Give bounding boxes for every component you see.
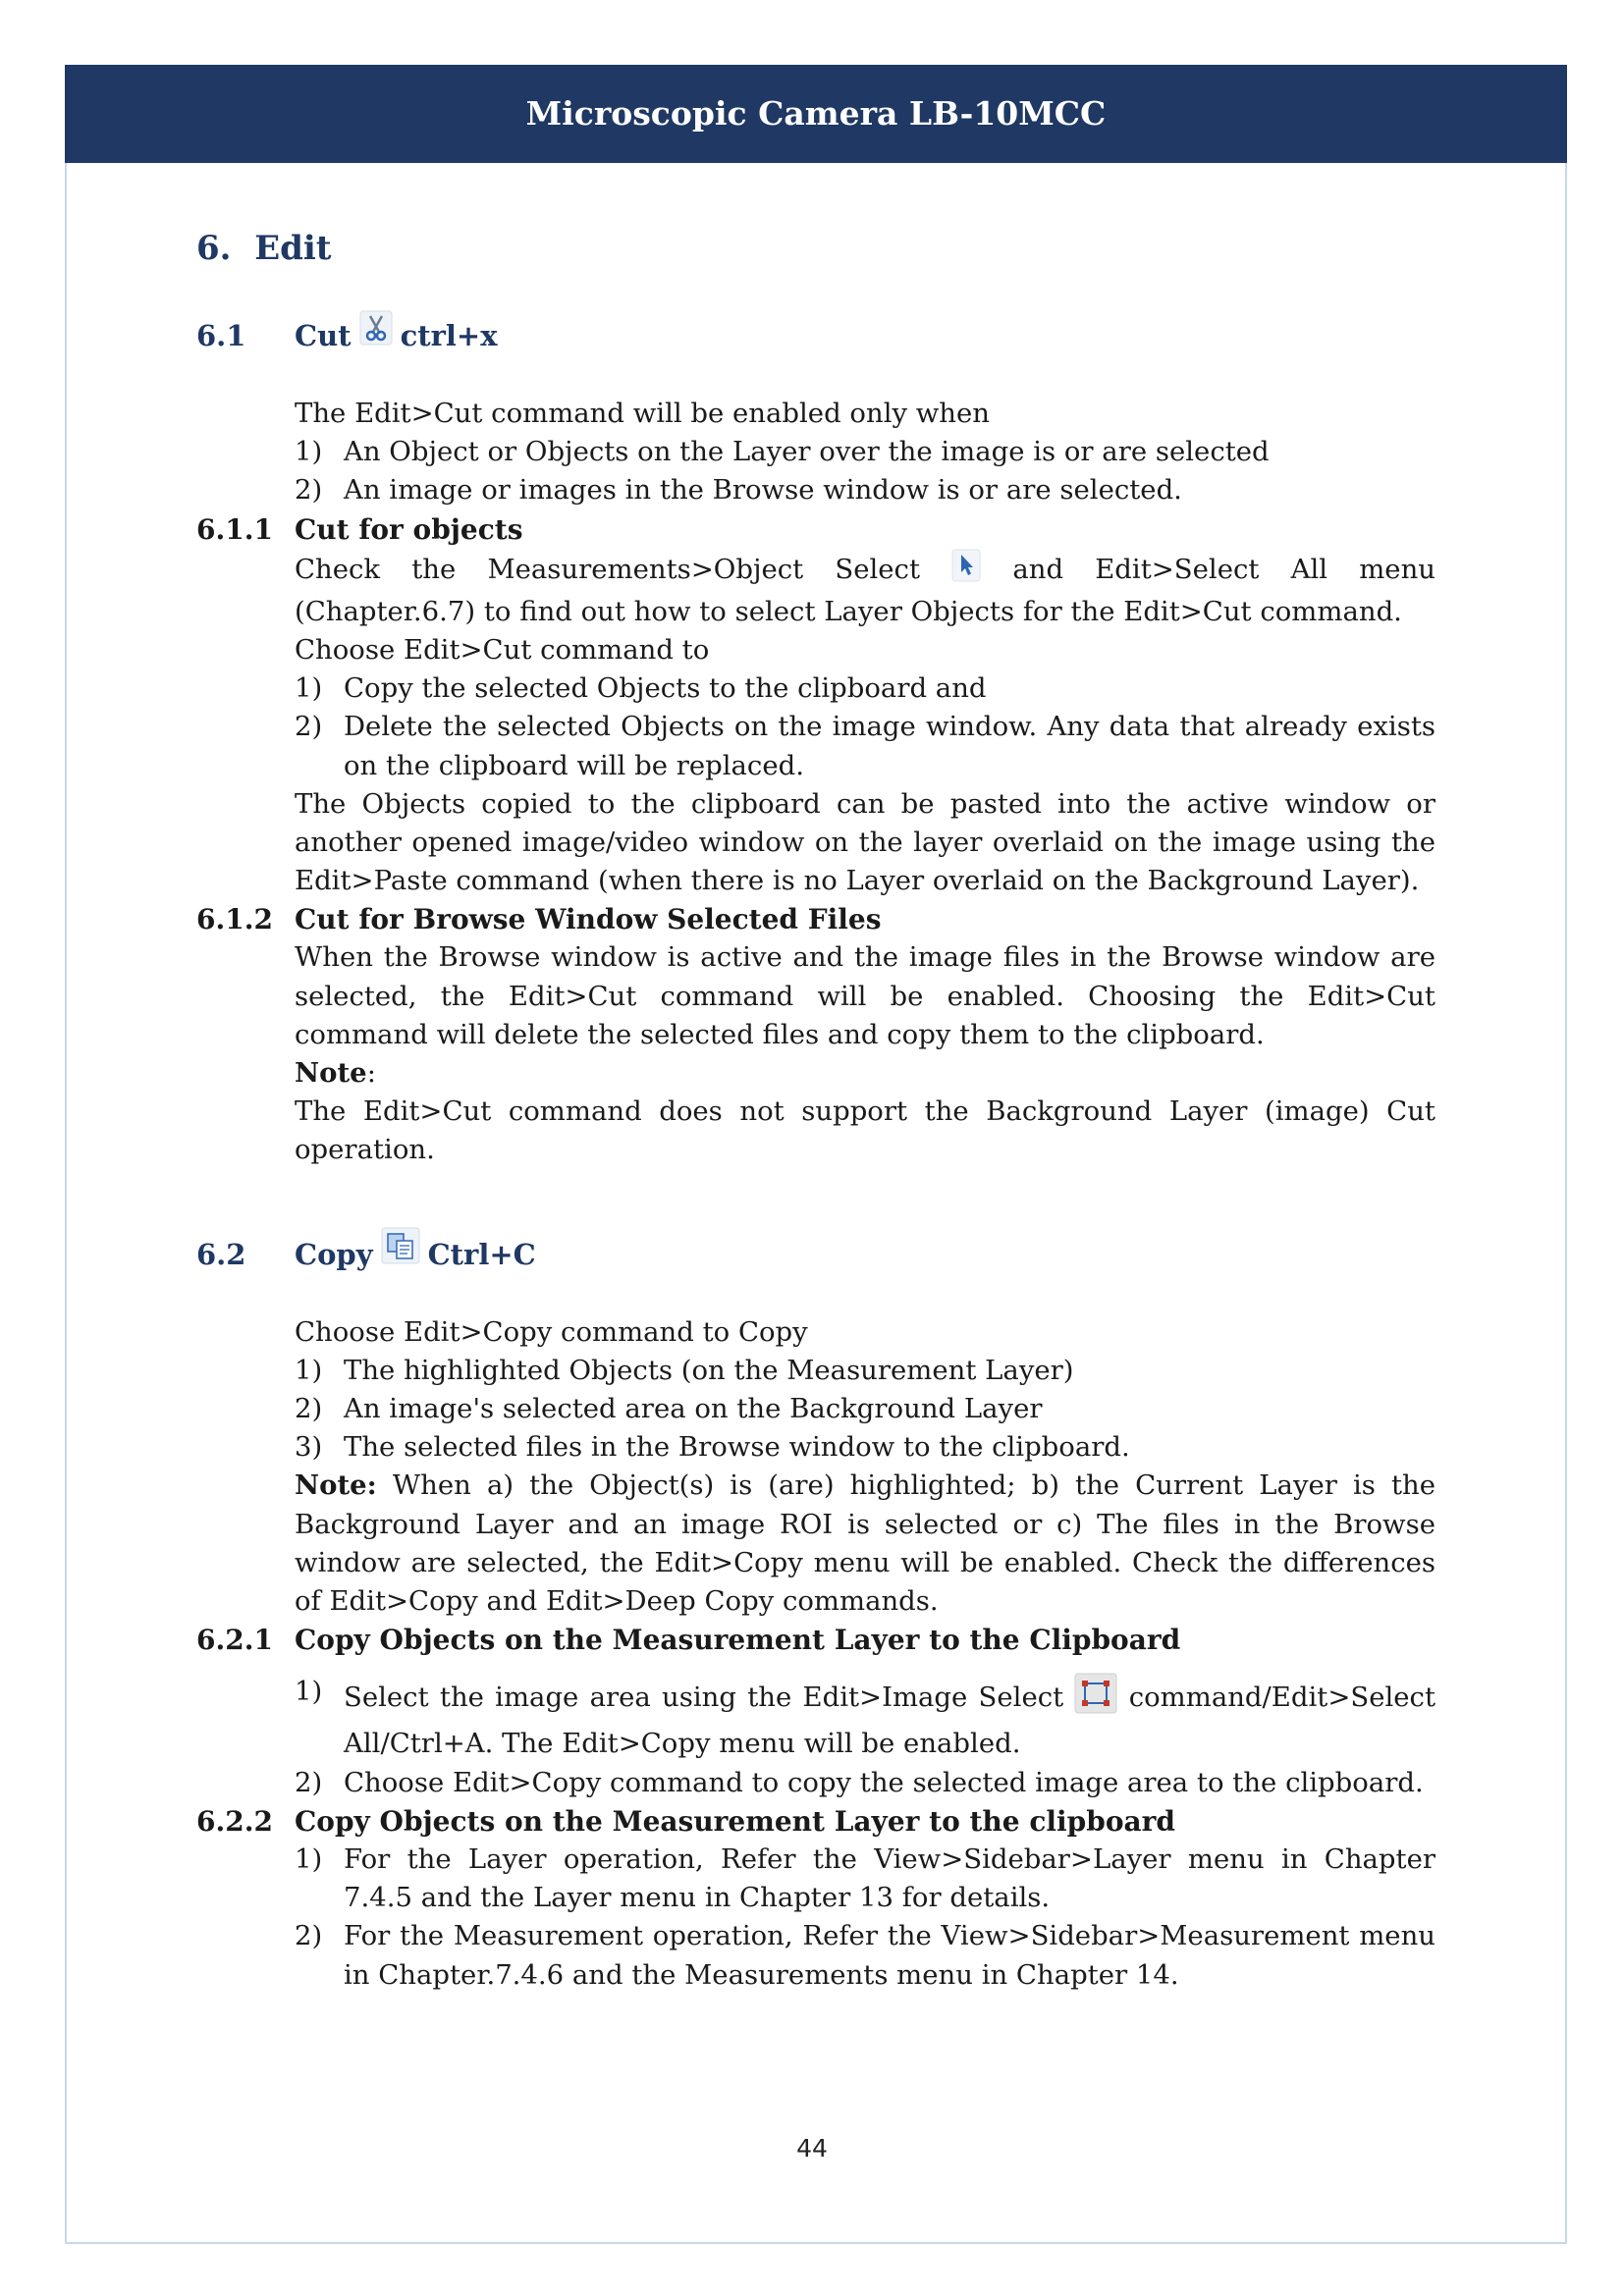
paragraph: When the Browse window is active and the image files in the Browse window are selected, the Edit>Cut command will be enabled. Choosing the Edit>Cut command will delete the selected files and copy them to the clipboard. <box>295 941 1435 1050</box>
section-6-1-heading: 6.1 Cut ctrl+x <box>196 310 1435 355</box>
list-item: 1) An Object or Objects on the Layer over the image is or are selected <box>295 436 1270 468</box>
chapter-heading: 6. Edit <box>196 229 332 268</box>
section-6-2-2-heading: 6.2.2 Copy Objects on the Measurement Layer to the clipboard <box>196 1804 1175 1838</box>
list-item: 2) For the Measurement operation, Refer the View>Sidebar>Measurement menu in Chapter.7.4.6 and the Measurements menu in Chapter 14. <box>295 1920 1435 1991</box>
list-item: 1) The highlighted Objects (on the Measurement Layer) <box>295 1354 1074 1386</box>
list-item: 1) Copy the selected Objects to the clipboard and <box>295 672 987 705</box>
cursor-arrow-icon <box>951 549 981 593</box>
document-header <box>65 65 1567 163</box>
note: Note: When a) the Object(s) is (are) highlighted; b) the Current Layer is the Background Layer and an image ROI is selected or c) The files in the Browse window are selected, the Edit>Copy menu will be enabled. Check the differences of Edit>Copy and Edit>Deep Copy commands. <box>295 1469 1435 1618</box>
paragraph: Choose Edit>Cut command to <box>295 634 710 667</box>
page-content <box>196 226 1435 1995</box>
paragraph: The Objects copied to the clipboard can be pasted into the active window or another opened image/video window on the layer overlaid on the image using the Edit>Paste command (when there is no Layer overlaid on the Background Layer). <box>295 787 1435 897</box>
section-6-2-heading: 6.2 Copy Ctrl+C <box>196 1227 1435 1274</box>
list-item: 2) Choose Edit>Copy command to copy the selected image area to the clipboard. <box>295 1766 1424 1798</box>
list-item: 2) An image or images in the Browse window is or are selected. <box>295 474 1182 507</box>
section-6-1-2-heading: 6.1.2 Cut for Browse Window Selected Files <box>196 903 882 936</box>
note: Note: <box>295 1057 376 1090</box>
image-select-icon <box>1074 1673 1117 1725</box>
copy-icon <box>381 1227 420 1274</box>
section-6-2-body <box>295 1313 1435 1622</box>
list-item: 2) An image's selected area on the Background Layer <box>295 1393 1043 1425</box>
list-item: 1) Select the image area using the Edit>Image Select command/Edit>Select All/Ctrl+A. The Edit>Copy menu will be enabled. <box>295 1673 1435 1763</box>
list-item: 2) Delete the selected Objects on the image window. Any data that already exists on the clipboard will be replaced. <box>295 711 1435 781</box>
section-6-2-1-heading: 6.2.1 Copy Objects on the Measurement Layer to the Clipboard <box>196 1624 1181 1657</box>
page-number: 44 <box>796 2134 828 2163</box>
section-6-1-body <box>295 395 1435 510</box>
section-6-1-2-body <box>295 938 1435 1169</box>
section-6-2-1-body <box>295 1673 1435 1802</box>
scissors-icon <box>359 310 393 355</box>
note-text: The Edit>Cut command does not support the Background Layer (image) Cut operation. <box>295 1095 1435 1166</box>
paragraph: The Edit>Cut command will be enabled only when <box>295 398 991 429</box>
section-6-2-2-body <box>295 1841 1435 1995</box>
paragraph: Choose Edit>Copy command to Copy <box>295 1315 808 1348</box>
section-6-1-1-body <box>295 549 1435 901</box>
list-item: 1) For the Layer operation, Refer the View>Sidebar>Layer menu in Chapter 7.4.5 and the Layer menu in Chapter 13 for details. <box>295 1842 1435 1914</box>
list-item: 3) The selected files in the Browse window to the clipboard. <box>295 1431 1130 1464</box>
header-title: Microscopic Camera LB-10MCC <box>525 94 1107 133</box>
section-6-1-1-heading: 6.1.1 Cut for objects <box>196 512 523 546</box>
paragraph: Check the Measurements>Object Select and Edit>Select All menu (Chapter.6.7) to find out how to select Layer Objects for the Edit>Cut command. <box>295 549 1435 631</box>
